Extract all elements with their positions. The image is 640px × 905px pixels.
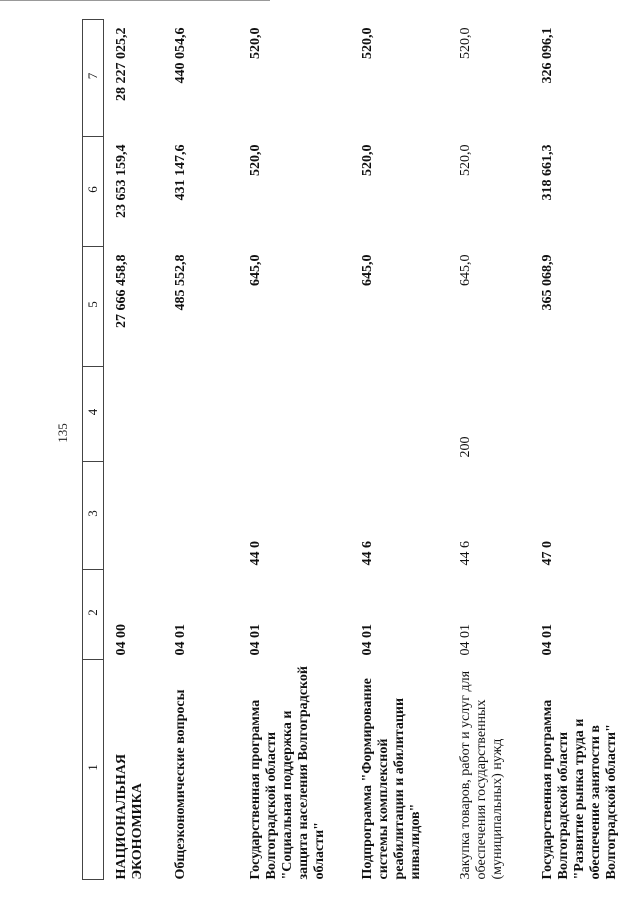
- row-csr: [104, 462, 167, 570]
- budget-table: [82, 19, 634, 880]
- table-row: [354, 20, 452, 880]
- header-col-7: 7: [83, 20, 104, 137]
- row-razdel: 04 01: [247, 624, 263, 656]
- row-value-7: 326 096,1: [539, 27, 555, 84]
- table-row: [167, 20, 242, 880]
- table-row: [104, 20, 167, 880]
- page-number: 135: [55, 423, 70, 443]
- row-value-5: 645,0: [457, 254, 473, 286]
- table-row: [452, 20, 534, 880]
- row-csr: 44 0: [247, 541, 263, 566]
- row-value-6: 520,0: [457, 144, 473, 176]
- row-name: Государственная программа Волгоградской области "Развитие рынка труда и обеспечение занятости в Волгоградской области": [539, 699, 619, 880]
- rotated-table-container: [82, 20, 632, 880]
- row-value-5: 27 666 458,8: [114, 254, 129, 328]
- row-value-6: 318 661,3: [539, 144, 555, 201]
- row-value-7: 520,0: [359, 27, 375, 59]
- row-vr: [354, 367, 452, 462]
- row-razdel: 04 01: [539, 624, 555, 656]
- row-value-5: 485 552,8: [172, 254, 188, 311]
- row-csr: 44 6: [359, 541, 375, 566]
- row-value-7: 520,0: [247, 27, 263, 59]
- row-value-5: 645,0: [247, 254, 263, 286]
- row-razdel: 04 00: [114, 624, 129, 656]
- header-col-4: 4: [83, 367, 104, 462]
- header-col-1: 1: [83, 660, 104, 880]
- header-col-2: 2: [83, 570, 104, 660]
- row-vr: [242, 367, 354, 462]
- row-vr: 200: [457, 436, 473, 458]
- row-name: Государственная программа Волгоградской области "Социальная поддержка и защита населения Волгоградской области": [247, 666, 327, 880]
- header-col-6: 6: [83, 137, 104, 247]
- row-razdel: 04 01: [359, 624, 375, 656]
- header-row: [83, 20, 104, 880]
- row-razdel: 04 01: [457, 624, 473, 656]
- row-csr: [167, 462, 242, 570]
- header-col-3: 3: [83, 462, 104, 570]
- table-row: [534, 20, 634, 880]
- row-vr: [534, 367, 634, 462]
- row-csr: 47 0: [539, 541, 555, 566]
- row-value-6: 431 147,6: [172, 144, 188, 201]
- row-csr: 44 6: [457, 541, 473, 566]
- row-vr: [167, 367, 242, 462]
- top-rule: [0, 0, 270, 1]
- row-value-5: 365 068,9: [539, 254, 555, 311]
- row-value-7: 440 054,6: [172, 27, 188, 84]
- row-value-7: 520,0: [457, 27, 473, 59]
- row-name: Общеэкономические вопросы: [172, 689, 188, 880]
- row-vr: [104, 367, 167, 462]
- row-value-5: 645,0: [359, 254, 375, 286]
- header-col-5: 5: [83, 247, 104, 367]
- row-name: Подпрограмма "Формирование системы комплексной реабилитации и абилитации инвалидов": [359, 678, 423, 880]
- row-name: Закупка товаров, работ и услуг для обеспечения государственных (муниципальных) нужд: [457, 670, 505, 880]
- row-value-7: 28 227 025,2: [114, 27, 129, 101]
- row-name: НАЦИОНАЛЬНАЯ ЭКОНОМИКА: [114, 754, 145, 880]
- row-value-6: 520,0: [359, 144, 375, 176]
- table-row: [242, 20, 354, 880]
- row-value-6: 520,0: [247, 144, 263, 176]
- row-value-6: 23 653 159,4: [114, 144, 129, 218]
- row-razdel: 04 01: [172, 624, 188, 656]
